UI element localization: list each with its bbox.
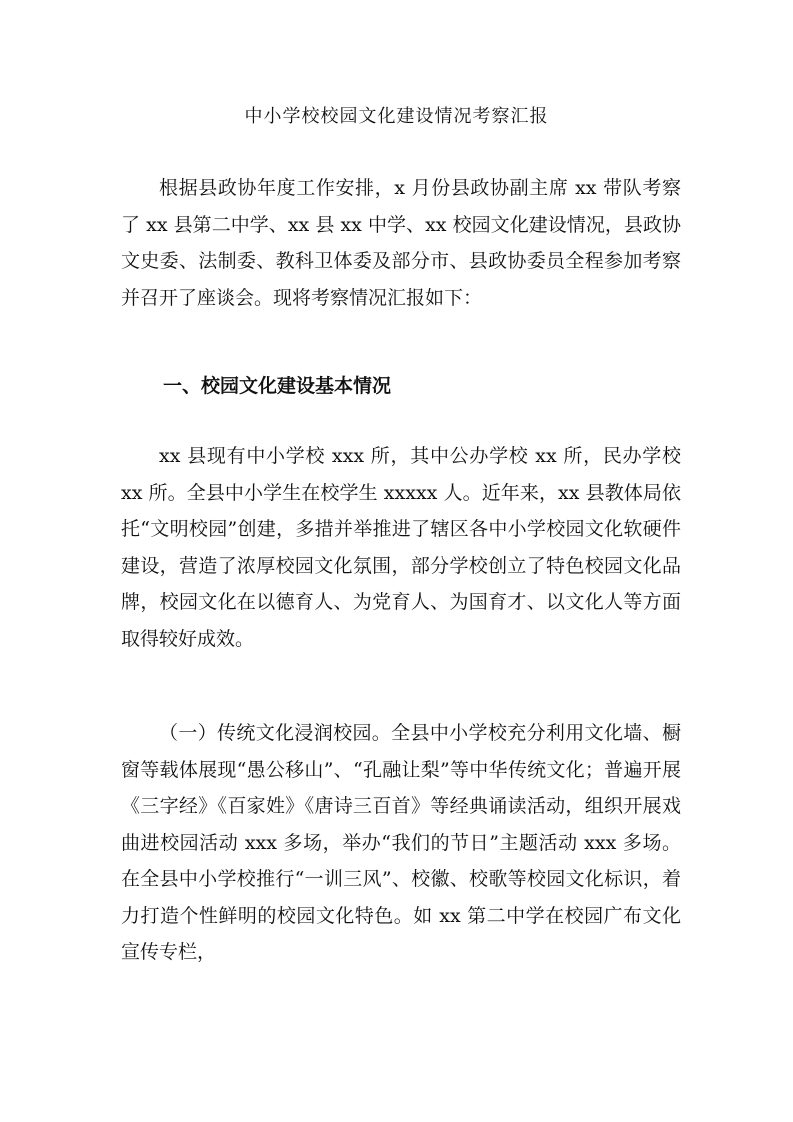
section-heading: 一、校园文化建设基本情况 (163, 375, 392, 397)
document-title: 中小学校校园文化建设情况考察汇报 (244, 106, 549, 127)
section-paragraph-overview: xx 县现有中小学校 xxx 所，其中公办学校 xx 所，民办学校 xx 所。全县中小学生在校学生 xxxxx 人。近年来，xx 县教体局依托“文明校园”创建，多措并举推进了辖区各中小学校园文化软硬件建设，营造了浓厚校园文化氛围，部分学校创立了特色校园文化品牌，校园文化在以德育人、为党育人、为国育才、以文化人等方面取得较好成效。 (121, 445, 681, 650)
intro-paragraph: 根据县政协年度工作安排，x 月份县政协副主席 xx 带队考察了 xx 县第二中学、xx 县 xx 中学、xx 校园文化建设情况，县政协文史委、法制委、教科卫体委及部分市、县政协委员全程参加考察并召开了座谈会。现将考察情况汇报如下： (121, 177, 681, 309)
section-paragraph-traditional-culture: （一）传统文化浸润校园。全县中小学校充分利用文化墙、橱窗等载体展现“愚公移山”、“孔融让梨”等中华传统文化；普遍开展《三字经》《百家姓》《唐诗三百首》等经典诵读活动，组织开展戏曲进校园活动 xxx 多场，举办“我们的节日”主题活动 xxx 多场。在全县中小学校推行“一训三风”、校徽、校歌等校园文化标识，着力打造个性鲜明的校园文化特色。如 xx 第二中学在校园广布文化宣传专栏， (121, 722, 681, 963)
